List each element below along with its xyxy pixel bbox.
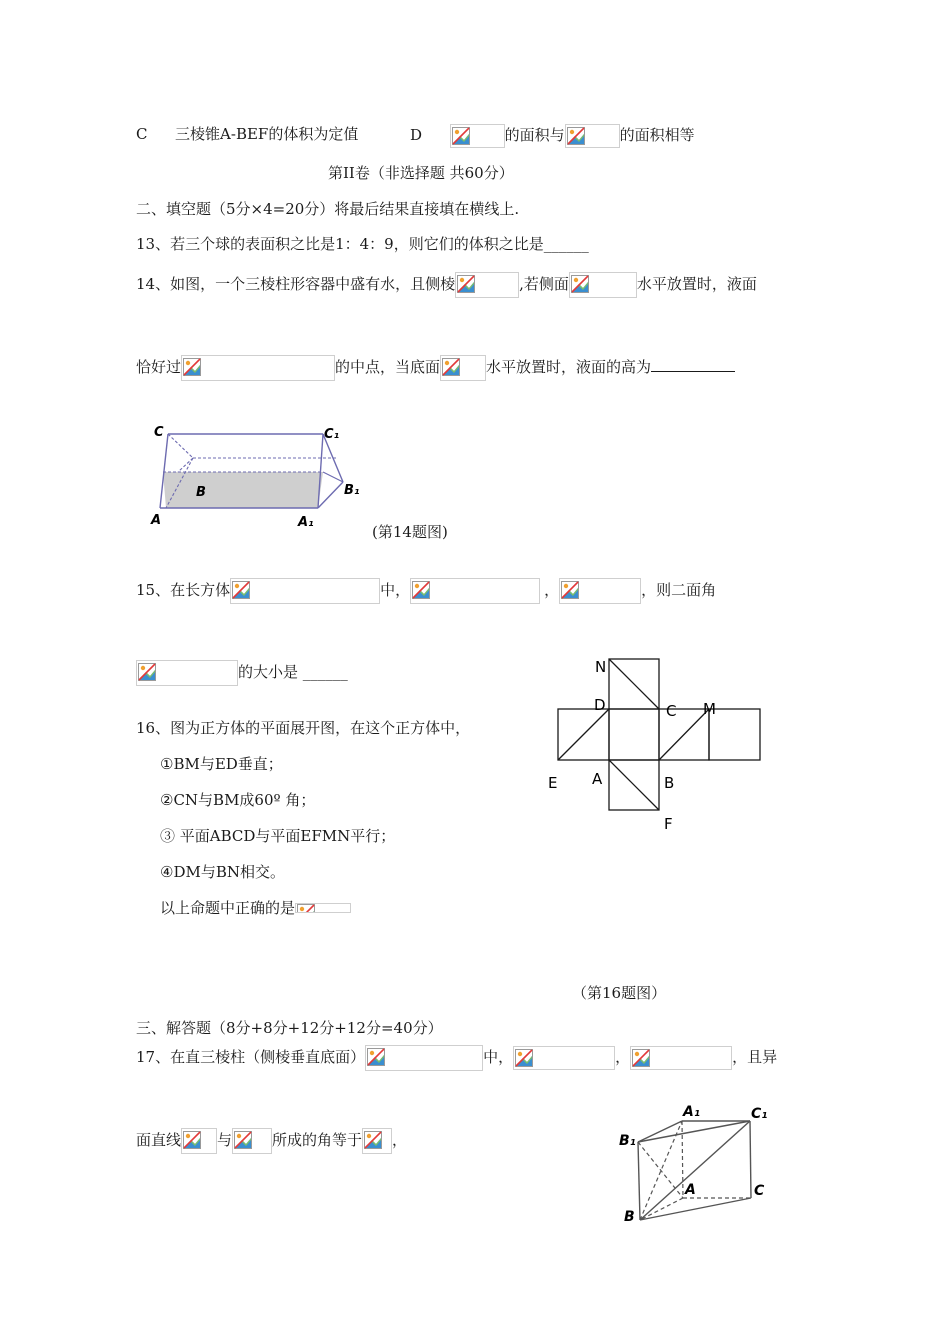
edge-b1a1 — [318, 482, 343, 508]
net-square-far-right — [709, 709, 760, 760]
formula-image — [136, 660, 238, 686]
formula-image — [181, 355, 335, 381]
broken-image-icon — [442, 358, 460, 376]
broken-image-icon — [515, 1049, 533, 1067]
broken-image-icon — [571, 275, 589, 293]
broken-image-icon — [138, 663, 156, 681]
dashed-edge — [168, 434, 193, 458]
edge-c1c — [750, 1121, 751, 1198]
broken-image-icon — [412, 581, 430, 599]
q14-caption: (第14题图) — [372, 523, 448, 541]
formula-image — [513, 1046, 615, 1070]
q14-text5: 的中点，当底面 — [335, 358, 441, 376]
broken-image-icon — [297, 904, 315, 913]
label-a: A — [592, 770, 603, 788]
label-f: F — [664, 815, 673, 833]
edge-b1a1 — [638, 1121, 682, 1142]
q16-conclusion-line — [160, 898, 351, 918]
q17-text3: ， — [615, 1048, 631, 1066]
q12-option-c — [136, 124, 358, 144]
q15-line2 — [136, 660, 348, 686]
formula-image — [232, 1128, 272, 1154]
label-e: E — [548, 774, 558, 792]
formula-image — [440, 355, 486, 381]
formula-image — [181, 1128, 217, 1154]
part2-title: 第II卷（非选择题 共60分） — [328, 164, 514, 182]
answer-blank — [651, 357, 735, 372]
diag-left — [558, 709, 609, 760]
q15-line1 — [136, 578, 716, 604]
formula-image — [362, 1128, 392, 1154]
q14-text3: 水平放置时，液面 — [636, 275, 757, 293]
q17-text2: 中， — [483, 1048, 514, 1066]
edge-bc — [640, 1198, 751, 1220]
formula-image — [230, 578, 380, 604]
formula-image — [365, 1045, 483, 1071]
q16-item-4: ④DM与BN相交。 — [160, 863, 285, 881]
label-b: B — [196, 485, 206, 500]
q16-item-3: ③ 平面ABCD与平面EFMN平行； — [160, 827, 396, 845]
edge-b1c1 — [638, 1121, 750, 1142]
formula-image — [455, 272, 519, 298]
broken-image-icon — [561, 581, 579, 599]
broken-image-icon — [632, 1049, 650, 1067]
q16-caption: （第16题图） — [572, 984, 667, 1002]
option-d-text1: 的面积与 — [504, 126, 565, 144]
q14-line2 — [136, 355, 735, 381]
q17-text8: ， — [392, 1131, 408, 1149]
broken-image-icon — [452, 127, 470, 145]
broken-image-icon — [234, 1131, 252, 1149]
q14-text6: 水平放置时，液面的高为 — [486, 358, 652, 376]
formula-image — [295, 903, 351, 913]
formula-image — [559, 578, 641, 604]
q14-text1: 14、如图，一个三棱柱形容器中盛有水，且侧棱 — [136, 275, 456, 293]
formula-image — [565, 124, 620, 148]
q16-item-2: ②CN与BM成60º 角； — [160, 791, 316, 809]
net-square-center — [609, 709, 659, 760]
label-m: M — [703, 700, 716, 718]
label-b: B — [624, 1209, 635, 1225]
broken-image-icon — [183, 358, 201, 376]
q17-text1: 17、在直三棱柱（侧棱垂直底面） — [136, 1048, 366, 1066]
broken-image-icon — [183, 1131, 201, 1149]
q17-text6: 与 — [217, 1131, 233, 1149]
label-b: B — [664, 774, 675, 792]
q15-text1: 15、在长方体 — [136, 581, 231, 599]
q15-text3: ， — [544, 581, 560, 599]
q17-text5: 面直线 — [136, 1131, 182, 1149]
label-b1: B₁ — [344, 483, 360, 498]
dashed-edge — [178, 458, 193, 472]
q17-line1 — [136, 1045, 777, 1071]
section3-heading: 三、解答题（8分+8分+12分+12分=40分） — [136, 1019, 443, 1037]
q17-text4: ，且异 — [732, 1048, 778, 1066]
option-c-label: C — [136, 125, 148, 143]
label-a1: A₁ — [298, 515, 314, 530]
water-bottom-face — [163, 472, 323, 508]
option-d-text2: 的面积相等 — [619, 126, 695, 144]
formula-image — [630, 1046, 732, 1070]
dashed-edge-a1a — [682, 1121, 683, 1198]
formula-image — [569, 272, 637, 298]
broken-image-icon — [567, 127, 585, 145]
q16-cube-net-figure — [540, 652, 770, 837]
dashed-edge-b1a — [638, 1142, 683, 1198]
label-c: C — [154, 425, 164, 440]
q14-text4: 恰好过 — [136, 358, 182, 376]
formula-image — [450, 124, 505, 148]
q15-text2: 中， — [380, 581, 411, 599]
q17-line2 — [136, 1128, 407, 1154]
diag-top — [609, 659, 659, 709]
formula-image — [410, 578, 540, 604]
q12-option-d — [410, 124, 695, 148]
q17-prism-figure — [615, 1098, 785, 1230]
q14-prism-figure — [148, 420, 373, 535]
label-c1: C₁ — [324, 427, 340, 442]
label-d: D — [594, 696, 606, 714]
q14-text2: ,若侧面 — [519, 275, 569, 293]
q17-text7: 所成的角等于 — [272, 1131, 363, 1149]
option-c-text: 三棱锥A-BEF的体积为定值 — [175, 125, 359, 143]
q15-text4: ，则二面角 — [641, 581, 717, 599]
section2-heading: 二、填空题（5分×4=20分）将最后结果直接填在横线上. — [136, 200, 520, 218]
broken-image-icon — [232, 581, 250, 599]
diag-bottom — [609, 760, 659, 810]
label-a1: A₁ — [683, 1104, 700, 1120]
edge-b1b — [638, 1142, 640, 1220]
q13-text: 13、若三个球的表面积之比是1：4：9，则它们的体积之比是______ — [136, 235, 589, 253]
q16-item-1: ①BM与ED垂直； — [160, 755, 283, 773]
label-b1: B₁ — [619, 1133, 636, 1149]
label-a: A — [151, 513, 162, 528]
q14-line1 — [136, 272, 757, 298]
label-a: A — [685, 1182, 696, 1198]
broken-image-icon — [367, 1048, 385, 1066]
edge-bc1 — [640, 1121, 750, 1220]
label-n: N — [595, 658, 607, 676]
label-c: C — [754, 1183, 765, 1199]
broken-image-icon — [364, 1131, 382, 1149]
q16-intro: 16、图为正方体的平面展开图，在这个正方体中， — [136, 719, 471, 737]
broken-image-icon — [457, 275, 475, 293]
edge-c1a1 — [318, 434, 323, 508]
option-d-label: D — [410, 126, 423, 144]
q16-conclusion: 以上命题中正确的是 — [160, 899, 296, 917]
label-c1: C₁ — [751, 1106, 768, 1122]
label-c: C — [666, 702, 677, 720]
q15-text5: 的大小是 ______ — [238, 663, 348, 681]
